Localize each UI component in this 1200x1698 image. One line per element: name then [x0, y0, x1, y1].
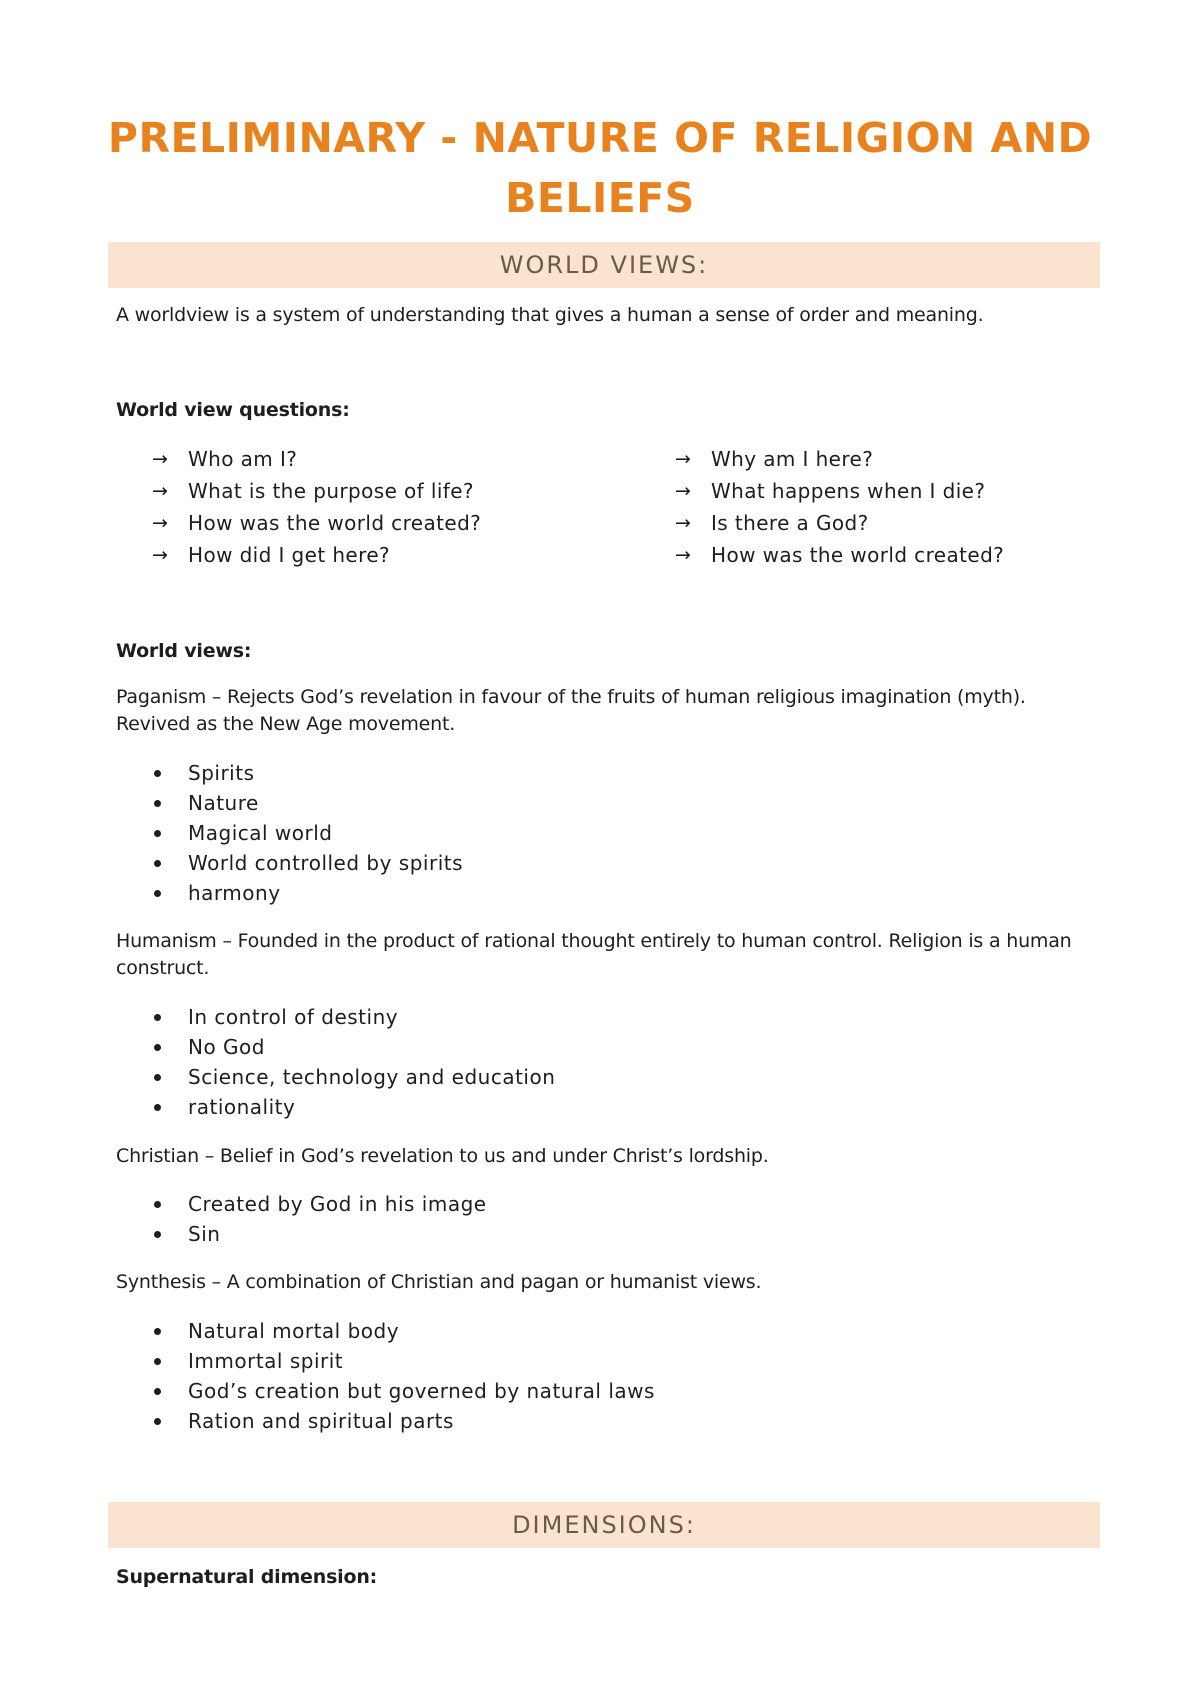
humanism-points [148, 1002, 555, 1122]
list-item: World controlled by spirits [148, 848, 463, 878]
list-item: → How did I get here? [152, 539, 481, 571]
list-item: → Is there a God? [675, 507, 1004, 539]
world-views-heading: World views: [116, 640, 252, 662]
christian-description: Christian – Belief in God’s revelation to us and under Christ’s lordship. [116, 1145, 769, 1167]
arrow-icon: → [675, 544, 692, 566]
bullet-icon [154, 830, 161, 837]
humanism-description: Humanism – Founded in the product of rational thought entirely to human control. Religion is a human construct. [116, 930, 1072, 979]
list-item: Magical world [148, 818, 463, 848]
list-item: Natural mortal body [148, 1316, 655, 1346]
list-item: → What happens when I die? [675, 475, 1004, 507]
synthesis-points [148, 1316, 655, 1436]
paganism-description: Paganism – Rejects God’s revelation in favour of the fruits of human religious imagination (myth). Revived as the New Age movement. [116, 686, 1026, 735]
arrow-icon: → [152, 480, 169, 502]
bullet-icon [154, 1388, 161, 1395]
worldview-definition: A worldview is a system of understanding that gives a human a sense of order and meaning. [116, 304, 984, 326]
list-item: Created by God in his image [148, 1189, 487, 1219]
list-item: God’s creation but governed by natural laws [148, 1376, 655, 1406]
list-item: Immortal spirit [148, 1346, 655, 1376]
bullet-icon [154, 1231, 161, 1238]
arrow-icon: → [675, 512, 692, 534]
world-view-questions-heading: World view questions: [116, 399, 350, 421]
list-item: → How was the world created? [152, 507, 481, 539]
bullet-icon [154, 1014, 161, 1021]
list-item: Sin [148, 1219, 487, 1249]
bullet-icon [154, 770, 161, 777]
bullet-icon [154, 1328, 161, 1335]
list-item: Spirits [148, 758, 463, 788]
list-item: No God [148, 1032, 555, 1062]
bullet-icon [154, 1074, 161, 1081]
world-views-banner: WORLD VIEWS: [108, 242, 1100, 288]
bullet-icon [154, 1358, 161, 1365]
list-item: Ration and spiritual parts [148, 1406, 655, 1436]
page-title: PRELIMINARY - NATURE OF RELIGION AND BELIEFS [107, 114, 1093, 222]
arrow-icon: → [152, 448, 169, 470]
bullet-icon [154, 890, 161, 897]
bullet-icon [154, 800, 161, 807]
questions-right-list [675, 443, 1004, 571]
bullet-icon [154, 1418, 161, 1425]
list-item: rationality [148, 1092, 555, 1122]
bullet-icon [154, 1104, 161, 1111]
arrow-icon: → [675, 480, 692, 502]
list-item: Science, technology and education [148, 1062, 555, 1092]
list-item: → What is the purpose of life? [152, 475, 481, 507]
list-item: Nature [148, 788, 463, 818]
bullet-icon [154, 1044, 161, 1051]
supernatural-dimension-heading: Supernatural dimension: [116, 1566, 378, 1588]
arrow-icon: → [152, 544, 169, 566]
synthesis-description: Synthesis – A combination of Christian and pagan or humanist views. [116, 1271, 762, 1293]
arrow-icon: → [152, 512, 169, 534]
bullet-icon [154, 1201, 161, 1208]
questions-left-list [152, 443, 481, 571]
list-item: → Why am I here? [675, 443, 1004, 475]
paganism-points [148, 758, 463, 908]
bullet-icon [154, 860, 161, 867]
list-item: harmony [148, 878, 463, 908]
list-item: → Who am I? [152, 443, 481, 475]
dimensions-banner: DIMENSIONS: [108, 1502, 1100, 1548]
list-item: → How was the world created? [675, 539, 1004, 571]
list-item: In control of destiny [148, 1002, 555, 1032]
arrow-icon: → [675, 448, 692, 470]
christian-points [148, 1189, 487, 1249]
